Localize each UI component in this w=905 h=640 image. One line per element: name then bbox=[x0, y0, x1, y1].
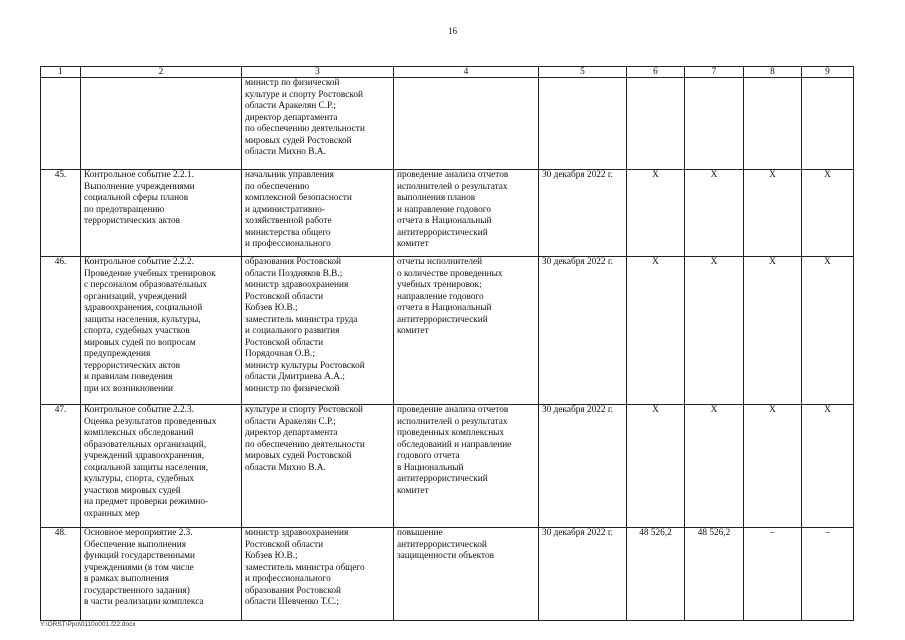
event-cell-line: террористических актов bbox=[84, 360, 181, 371]
result-cell-line: комитет bbox=[397, 485, 429, 496]
responsible-cell-line: области Аракелян С.Р.; bbox=[245, 416, 336, 427]
event-cell-line: и правилам поведения bbox=[84, 372, 173, 382]
responsible-cell bbox=[242, 257, 394, 405]
event-cell-line: Проведение учебных тренировок bbox=[84, 268, 216, 279]
result-cell bbox=[394, 257, 539, 405]
responsible-cell-line: заместитель министра труда bbox=[245, 314, 358, 325]
responsible-cell bbox=[242, 528, 394, 621]
page-number: 16 bbox=[448, 26, 457, 36]
event-cell-line: Контрольное событие 2.2.1. bbox=[84, 170, 194, 180]
responsible-cell-line: Порядочная О.В.; bbox=[245, 349, 315, 359]
result-cell-line: проведение анализа отчетов bbox=[397, 405, 509, 415]
deadline-cell: 30 декабря 2022 г. bbox=[539, 257, 627, 405]
responsible-cell-line: министр по физической bbox=[245, 383, 340, 394]
result-cell-line: проведение анализа отчетов bbox=[397, 170, 509, 180]
result-cell-line: и направление годового bbox=[397, 204, 492, 215]
responsible-cell-line: области Михно В.А. bbox=[245, 147, 326, 157]
row-number-cell: 45. bbox=[41, 170, 81, 257]
event-cell-line: Выполнение учреждениями bbox=[84, 181, 195, 192]
event-cell-line: террористических актов bbox=[84, 216, 181, 226]
header-cell: 5 bbox=[539, 67, 627, 78]
result-cell bbox=[394, 528, 539, 621]
event-cell-line: социальной сферы планов bbox=[84, 193, 189, 203]
responsible-cell-line: области Поздняков В.В.; bbox=[245, 268, 343, 279]
responsible-cell bbox=[242, 405, 394, 528]
event-cell-line: учреждений здравоохранения, bbox=[84, 451, 205, 461]
result-cell-line: исполнителей о результатах bbox=[397, 416, 508, 427]
responsible-cell-line: области Михно В.А. bbox=[245, 462, 326, 473]
event-cell bbox=[81, 405, 242, 528]
program-table bbox=[40, 66, 854, 621]
event-cell-line: функций государственными bbox=[84, 551, 195, 561]
header-cell: 8 bbox=[744, 67, 802, 78]
responsible-cell-line: министр культуры Ростовской bbox=[245, 360, 365, 371]
table-row bbox=[41, 170, 854, 257]
responsible-cell-line: заместитель министра общего bbox=[245, 562, 365, 573]
result-cell-line: антитеррористический bbox=[397, 227, 488, 238]
event-cell-line: Основное мероприятие 2.3. bbox=[84, 528, 193, 538]
responsible-cell-line: области Дмитриева А.А.; bbox=[245, 372, 345, 382]
result-cell-line: обследований и направление bbox=[397, 439, 512, 450]
column-7-cell bbox=[685, 78, 744, 170]
result-cell-line: годового отчета bbox=[397, 451, 460, 461]
column-7-cell: Х bbox=[685, 170, 744, 257]
responsible-cell-line: области Шевченко Т.С.; bbox=[245, 597, 339, 607]
header-cell: 2 bbox=[81, 67, 242, 78]
event-cell bbox=[81, 170, 242, 257]
event-cell bbox=[81, 78, 242, 170]
responsible-cell-line: и профессионального bbox=[245, 239, 331, 249]
column-6-cell: Х bbox=[627, 170, 685, 257]
responsible-cell-line: и административно- bbox=[245, 204, 325, 215]
event-cell-line: социальной защиты населения, bbox=[84, 462, 209, 473]
deadline-cell: 30 декабря 2022 г. bbox=[539, 528, 627, 621]
result-cell-line: повышение bbox=[397, 528, 443, 538]
responsible-cell-line: области Аракелян С.Р.; bbox=[245, 101, 336, 111]
column-7-cell: Х bbox=[685, 405, 744, 528]
responsible-cell-line: культуре и спорту Ростовской bbox=[245, 405, 363, 415]
event-cell-line: предупреждения bbox=[84, 349, 151, 359]
result-cell-line: отчета в Национальный bbox=[397, 216, 492, 226]
result-cell-line: о количестве проведенных bbox=[397, 268, 503, 279]
event-cell bbox=[81, 257, 242, 405]
responsible-cell-line: хозяйственной работе bbox=[245, 216, 332, 226]
result-cell-line: защищенности объектов bbox=[397, 551, 494, 561]
result-cell-line: отчеты исполнителей bbox=[397, 257, 483, 267]
event-cell-line: при их возникновении bbox=[84, 383, 173, 394]
header-cell: 1 bbox=[41, 67, 81, 78]
responsible-cell-line: мировых судей Ростовской bbox=[245, 451, 352, 461]
header-row bbox=[41, 67, 854, 78]
result-cell-line: проведенных комплексных bbox=[397, 428, 505, 438]
header-cell: 9 bbox=[802, 67, 854, 78]
responsible-cell-line: образования Ростовской bbox=[245, 257, 342, 267]
event-cell-line: на предмет проверки режимно- bbox=[84, 497, 209, 507]
responsible-cell-line: Ростовской области bbox=[245, 291, 324, 302]
responsible-cell-line: министерства общего bbox=[245, 227, 331, 238]
event-cell-line: участков мировых судей bbox=[84, 485, 181, 496]
column-9-cell: Х bbox=[802, 170, 854, 257]
event-cell-line: Обеспечение выполнения bbox=[84, 539, 186, 550]
table-row bbox=[41, 405, 854, 528]
responsible-cell bbox=[242, 78, 394, 170]
deadline-cell bbox=[539, 78, 627, 170]
column-9-cell: Х bbox=[802, 257, 854, 405]
responsible-cell-line: по обеспечению деятельности bbox=[245, 439, 365, 450]
result-cell-line: антитеррористический bbox=[397, 314, 488, 325]
event-cell-line: культуры, спорта, судебных bbox=[84, 474, 195, 484]
result-cell-line: учебных тренировок; bbox=[397, 280, 482, 290]
event-cell-line: здравоохранения, социальной bbox=[84, 303, 203, 313]
table-row bbox=[41, 257, 854, 405]
responsible-cell-line: Кобзев Ю.В.; bbox=[245, 551, 298, 561]
event-cell-line: государственного задания) bbox=[84, 585, 190, 596]
column-6-cell: Х bbox=[627, 257, 685, 405]
result-cell bbox=[394, 78, 539, 170]
responsible-cell-line: министр здравоохранения bbox=[245, 528, 349, 538]
header-cell: 4 bbox=[394, 67, 539, 78]
event-cell-line: в части реализации комплекса bbox=[84, 597, 204, 607]
column-9-cell: – bbox=[802, 528, 854, 621]
result-cell-line: отчета в Национальный bbox=[397, 303, 492, 313]
header-cell: 7 bbox=[685, 67, 744, 78]
result-cell-line: исполнителей о результатах bbox=[397, 181, 508, 192]
result-cell-line: антитеррористической bbox=[397, 539, 487, 550]
row-number-cell bbox=[41, 78, 81, 170]
event-cell bbox=[81, 528, 242, 621]
event-cell-line: спорта, судебных участков bbox=[84, 326, 190, 336]
event-cell-line: мировых судей по вопросам bbox=[84, 337, 196, 348]
event-cell-line: организаций, учреждений bbox=[84, 291, 187, 302]
header-cell: 6 bbox=[627, 67, 685, 78]
event-cell-line: с персоналом образовательных bbox=[84, 280, 207, 290]
row-number-cell: 48. bbox=[41, 528, 81, 621]
responsible-cell-line: министр здравоохранения bbox=[245, 280, 349, 290]
row-number-cell: 47. bbox=[41, 405, 81, 528]
event-cell-line: в рамках выполнения bbox=[84, 574, 169, 584]
deadline-cell: 30 декабря 2022 г. bbox=[539, 170, 627, 257]
responsible-cell-line: мировых судей Ростовской bbox=[245, 135, 352, 146]
event-cell-line: Контрольное событие 2.2.3. bbox=[84, 405, 194, 415]
responsible-cell-line: образования Ростовской bbox=[245, 585, 342, 596]
column-8-cell: Х bbox=[744, 170, 802, 257]
responsible-cell-line: директор департамента bbox=[245, 112, 338, 123]
table-row bbox=[41, 78, 854, 170]
responsible-cell-line: Ростовской области bbox=[245, 337, 324, 348]
deadline-cell: 30 декабря 2022 г. bbox=[539, 405, 627, 528]
responsible-cell-line: директор департамента bbox=[245, 428, 338, 438]
column-8-cell bbox=[744, 78, 802, 170]
result-cell-line: комитет bbox=[397, 326, 429, 336]
result-cell bbox=[394, 170, 539, 257]
event-cell-line: Оценка результатов проведенных bbox=[84, 416, 217, 427]
responsible-cell-line: по обеспечению bbox=[245, 181, 310, 192]
responsible-cell-line: начальник управления bbox=[245, 170, 334, 180]
result-cell-line: комитет bbox=[397, 239, 429, 249]
result-cell-line: антитеррористический bbox=[397, 474, 488, 484]
header-cell: 3 bbox=[242, 67, 394, 78]
responsible-cell-line: и профессионального bbox=[245, 574, 331, 584]
column-6-cell: 48 526,2 bbox=[627, 528, 685, 621]
column-7-cell: Х bbox=[685, 257, 744, 405]
column-6-cell: Х bbox=[627, 405, 685, 528]
responsible-cell-line: культуре и спорту Ростовской bbox=[245, 89, 363, 100]
responsible-cell-line: по обеспечению деятельности bbox=[245, 124, 365, 134]
event-cell-line: образовательных организаций, bbox=[84, 439, 207, 450]
file-path-footer: Y:\ORST\Ppo\0110o001.f22.docx bbox=[40, 621, 136, 628]
responsible-cell bbox=[242, 170, 394, 257]
event-cell-line: учреждениями (в том числе bbox=[84, 562, 194, 573]
responsible-cell-line: министр по физической bbox=[245, 78, 340, 88]
table-row bbox=[41, 528, 854, 621]
column-8-cell: – bbox=[744, 528, 802, 621]
event-cell-line: Контрольное событие 2.2.2. bbox=[84, 257, 194, 267]
result-cell bbox=[394, 405, 539, 528]
responsible-cell-line: Ростовской области bbox=[245, 539, 324, 550]
column-7-cell: 48 526,2 bbox=[685, 528, 744, 621]
result-cell-line: в Национальный bbox=[397, 462, 464, 473]
event-cell-line: по предотвращению bbox=[84, 204, 165, 215]
result-cell-line: выполнения планов bbox=[397, 193, 476, 203]
event-cell-line: охранных мер bbox=[84, 508, 140, 519]
column-6-cell bbox=[627, 78, 685, 170]
column-9-cell: Х bbox=[802, 405, 854, 528]
result-cell-line: направление годового bbox=[397, 291, 484, 302]
responsible-cell-line: комплексной безопасности bbox=[245, 193, 352, 203]
column-8-cell: Х bbox=[744, 405, 802, 528]
row-number-cell: 46. bbox=[41, 257, 81, 405]
responsible-cell-line: и социального развития bbox=[245, 326, 340, 336]
event-cell-line: защиты населения, культуры, bbox=[84, 314, 201, 325]
column-9-cell bbox=[802, 78, 854, 170]
column-8-cell: Х bbox=[744, 257, 802, 405]
event-cell-line: комплексных обследований bbox=[84, 428, 194, 438]
responsible-cell-line: Кобзев Ю.В.; bbox=[245, 303, 298, 313]
table-body bbox=[41, 67, 854, 621]
